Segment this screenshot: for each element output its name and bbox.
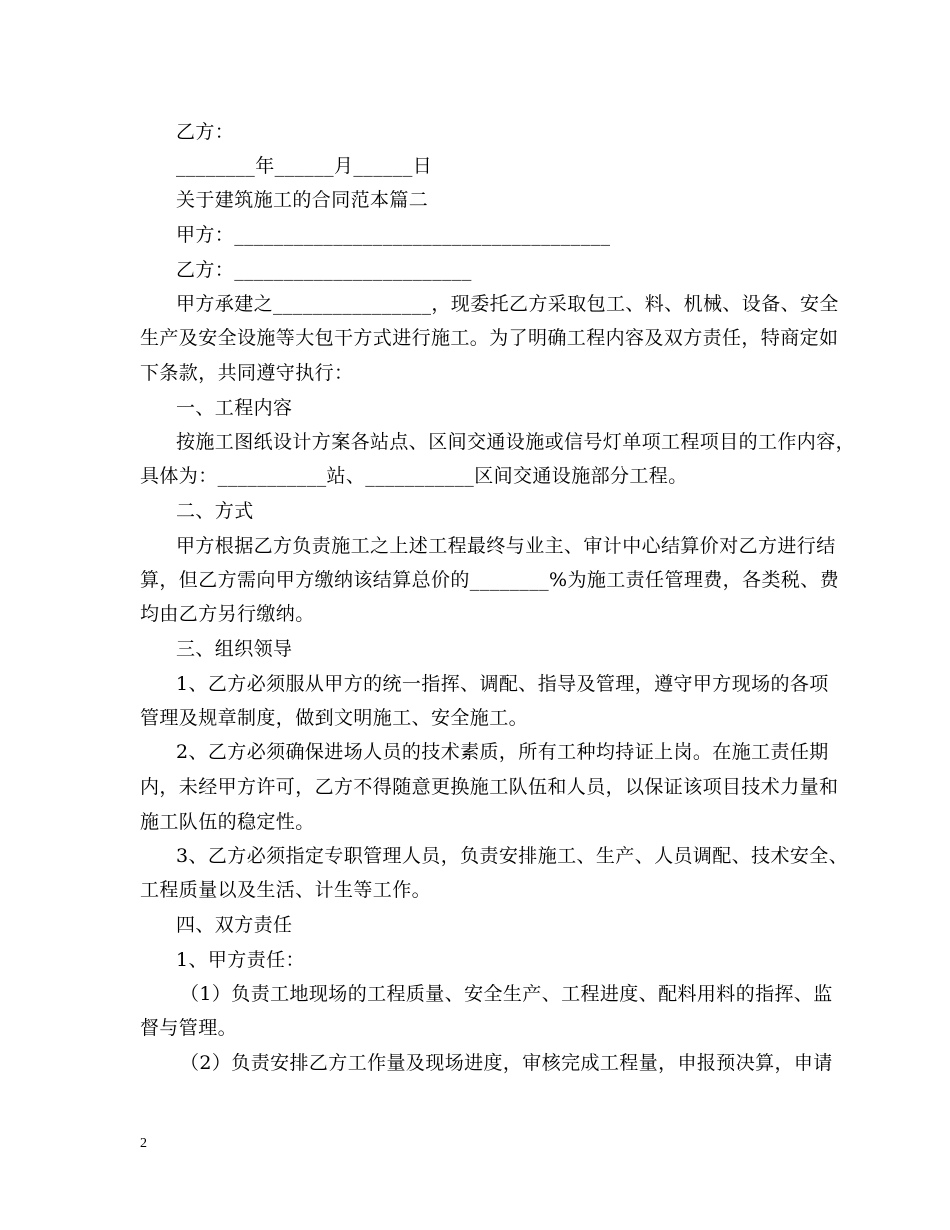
heading: 一、工程内容: [176, 397, 293, 419]
text-line: 2、乙方必须确保进场人员的技术素质，所有工种均持证上岗。在施工责任期: [176, 741, 829, 763]
page-number: 2: [140, 1136, 147, 1151]
heading: 二、方式: [176, 500, 254, 522]
text-line: 算，但乙方需向甲方缴纳该结算总价的________%为施工责任管理费，各类税、费: [140, 569, 840, 591]
party-b-line: 乙方：________________________: [176, 259, 472, 281]
heading: 三、组织领导: [176, 638, 293, 660]
text-line: 均由乙方另行缴纳。: [140, 603, 315, 625]
text-line: 生产及安全设施等大包干方式进行施工。为了明确工程内容及双方责任，特商定如: [140, 327, 839, 349]
text-line: 工程质量以及生活、计生等工作。: [140, 879, 432, 901]
text-line: 管理及规章制度，做到文明施工、安全施工。: [140, 707, 529, 729]
text-line: （2）负责安排乙方工作量及现场进度，审核完成工程量，申报预决算，申请: [180, 1052, 833, 1074]
text-line: 督与管理。: [140, 1017, 238, 1039]
text-line: 甲方承建之________________，现委托乙方采取包工、料、机械、设备、安全: [176, 293, 839, 315]
text-line: 1、甲方责任：: [176, 949, 305, 971]
text-line: 乙方：: [176, 121, 235, 143]
text-line: 甲方根据乙方负责施工之上述工程最终与业主、审计中心结算价对乙方进行结: [176, 535, 836, 557]
text-line: 按施工图纸设计方案各站点、区间交通设施或信号灯单项工程项目的工作内容，: [176, 431, 856, 453]
text-line: 1、乙方必须服从甲方的统一指挥、调配、指导及管理，遵守甲方现场的各项: [176, 673, 829, 695]
party-a-line: 甲方：______________________________________: [176, 224, 611, 246]
text-line: 内，未经甲方许可，乙方不得随意更换施工队伍和人员，以保证该项目技术力量和: [140, 776, 839, 798]
text-line: 3、乙方必须指定专职管理人员，负责安排施工、生产、人员调配、技术安全、: [176, 845, 849, 867]
text-line: 施工队伍的稳定性。: [140, 811, 315, 833]
text-line: （1）负责工地现场的工程质量、安全生产、工程进度、配料用料的指挥、监: [180, 983, 833, 1005]
section-title: 关于建筑施工的合同范本篇二: [176, 189, 429, 211]
heading: 四、双方责任: [176, 914, 293, 936]
text-line: 具体为：___________站、___________区间交通设施部分工程。: [140, 465, 688, 487]
date-blank-line: ________年______月______日: [176, 155, 433, 177]
text-line: 下条款，共同遵守执行：: [140, 362, 354, 384]
